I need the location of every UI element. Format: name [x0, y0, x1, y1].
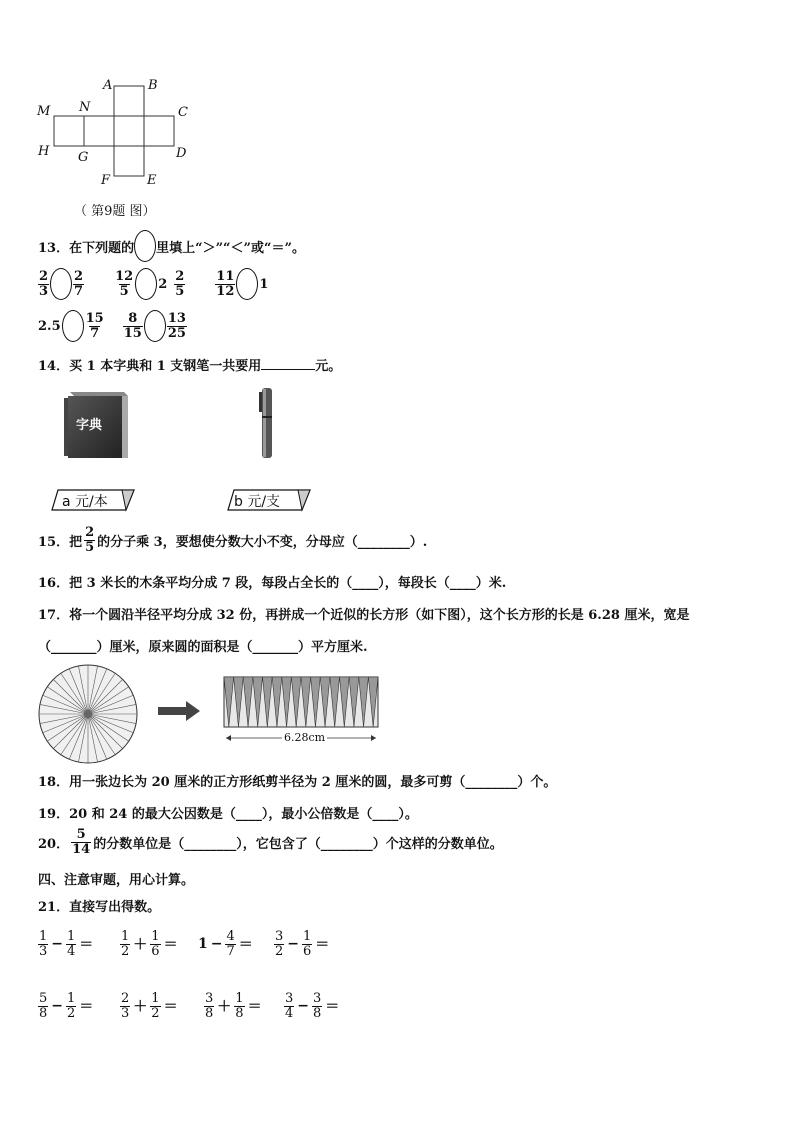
price-tag-2-label: b 元/支: [234, 494, 281, 510]
compare-item: $\frac{12}{5}$ 2 $\frac{2}{5}$: [115, 268, 185, 299]
vertex-label-f: F: [101, 173, 111, 188]
vertex-label-e: E: [147, 173, 157, 188]
dictionary-title: 字典: [76, 418, 103, 433]
calc-item: $\frac{1}{2}$ ＋ $\frac{1}{6}$ ＝: [121, 929, 178, 959]
calc-item: $\frac{3}{8}$ ＋ $\frac{1}{8}$ ＝: [205, 991, 262, 1021]
pen-image: [256, 386, 278, 462]
vertex-label-a: A: [103, 78, 113, 93]
section-4-heading: 四、注意审题，用心计算。: [38, 873, 195, 888]
vertex-label-h: H: [38, 144, 50, 159]
calc-item: $\frac{5}{8}$ − $\frac{1}{2}$ ＝: [39, 991, 94, 1021]
arrow-icon: [158, 700, 202, 722]
vertex-label-n: N: [79, 100, 91, 115]
figure-caption: （ 第9题 图）: [74, 204, 156, 219]
question-19: 19．20 和 24 的最大公因数是（____），最小公倍数是（____）。: [38, 807, 418, 822]
vertex-label-b: B: [148, 78, 158, 93]
calc-item: $\frac{2}{3}$ ＋ $\frac{1}{2}$ ＝: [121, 991, 178, 1021]
answer-oval[interactable]: [236, 268, 258, 300]
answer-oval[interactable]: [144, 310, 166, 342]
q13-row-2: [38, 310, 187, 342]
question-21: 21．直接写出得数。: [38, 900, 161, 915]
question-16: 16．把 3 米长的木条平均分成 7 段，每段占全长的（____），每段长（____）米.: [38, 576, 507, 591]
price-tag-1-label: a 元/本: [62, 494, 108, 510]
calc-item: $\frac{3}{4}$ − $\frac{3}{8}$ ＝: [285, 991, 340, 1021]
vertex-label-m: M: [37, 104, 51, 119]
calc-item: $\frac{3}{2}$ − $\frac{1}{6}$ ＝: [275, 929, 330, 959]
answer-oval[interactable]: [50, 268, 72, 300]
question-14: 14．买 1 本字典和 1 支钢笔一共要用 元。: [38, 359, 342, 374]
question-17-line-2: （_______）厘米，原来圆的面积是（_______）平方厘米.: [38, 640, 368, 655]
measure-label: 6.28cm: [284, 731, 326, 744]
answer-blank[interactable]: [261, 357, 315, 370]
question-15: 15．把 $\frac{2}{5}$ 的分子乘 3，要想使分数大小不变，分母应（________）.: [38, 525, 428, 555]
vertex-label-g: G: [78, 150, 89, 165]
sectored-circle-figure: [36, 662, 140, 766]
question-20: 20． $\frac{5}{14}$ 的分数单位是（________），它包含了（________）个这样的分数单位。: [38, 827, 503, 857]
calc-item: $\frac{1}{3}$ − $\frac{1}{4}$ ＝: [39, 929, 94, 959]
question-17-line-1: 17．将一个圆沿半径平均分成 32 份，再拼成一个近似的长方形（如下图），这个长方形的长是 6.28 厘米，宽是: [38, 608, 690, 623]
compare-item: $\frac{11}{12}$ 1: [216, 268, 269, 299]
vertex-label-c: C: [178, 105, 188, 120]
compare-oval: [134, 230, 156, 262]
cube-net-figure: [36, 76, 206, 196]
q13-row-1: [38, 268, 268, 300]
compare-item: 2.5 $\frac{15}{7}$: [38, 310, 104, 341]
compare-item: $\frac{2}{3}$ $\frac{2}{7}$: [39, 268, 84, 299]
answer-oval[interactable]: [62, 310, 84, 342]
compare-item: $\frac{8}{15}$ $\frac{13}{25}$: [123, 310, 186, 341]
question-text: 里填上“＞”“＜”或“＝”。: [156, 240, 305, 256]
calc-item: 1 − $\frac{4}{7}$ ＝: [198, 929, 253, 959]
question-13: [38, 230, 305, 262]
question-18: 18．用一张边长为 20 厘米的正方形纸剪半径为 2 厘米的圆，最多可剪（________）个。: [38, 775, 557, 790]
question-text: 13．在下列题的: [38, 240, 135, 256]
vertex-label-d: D: [176, 146, 187, 161]
answer-oval[interactable]: [135, 268, 157, 300]
